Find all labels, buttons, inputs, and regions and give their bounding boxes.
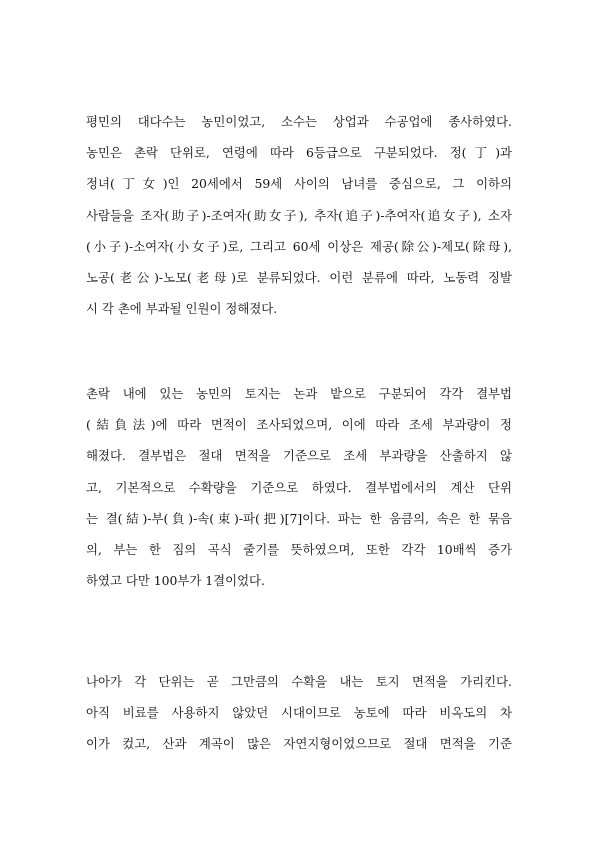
paragraph-gyeolbu-system: [86, 378, 512, 596]
text-line: 이가 컸고, 산과 계곡이 많은 자연지형이었으므로 절대 면적을 기준: [86, 736, 512, 752]
text-line: 해졌다. 결부법은 절대 면적을 기준으로 조세 부과량을 산출하지 않: [86, 448, 512, 464]
text-line: 농민은 촌락 단위로, 연령에 따라 6등급으로 구분되었다. 정(丁)과: [86, 145, 512, 161]
text-line: 나아가 각 단위는 곧 그만큼의 수확을 내는 토지 면적을 가리킨다.: [86, 674, 512, 689]
text-line: 촌락 내에 있는 농민의 토지는 논과 밭으로 구분되어 각각 결부법: [86, 386, 512, 401]
text-line: 평민의 대다수는 농민이었고, 소수는 상업과 수공업에 종사하였다.: [86, 114, 512, 129]
text-line: 아직 비료를 사용하지 않았던 시대이므로 농토에 따라 비옥도의 차: [86, 705, 512, 721]
paragraph-land-units: [86, 666, 512, 760]
text-line: 는 결(結)-부(負)-속(束)-파(把)[7]이다. 파는 한 움큼의, 속은 한 묶음: [86, 510, 512, 526]
text-line: 의, 부는 한 짐의 곡식 줄기를 뜻하였으며, 또한 각각 10배씩 증가: [86, 541, 512, 557]
text-line: 사람들을 조자(助子)-조여자(助女子), 추자(追子)-추여자(追女子), 소자: [86, 207, 512, 223]
text-line: (結負法)에 따라 면적이 조사되었으며, 이에 따라 조세 부과량이 정: [86, 417, 512, 433]
text-line: (小子)-소여자(小女子)로, 그리고 60세 이상은 제공(除公)-제모(除母),: [86, 238, 512, 254]
text-line: 정녀(丁女)인 20세에서 59세 사이의 남녀를 중심으로, 그 이하의: [86, 176, 512, 192]
paragraph-peasant-classes: [86, 106, 512, 324]
text-line: 고, 기본적으로 수확량을 기준으로 하였다. 결부법에서의 계산 단위: [86, 479, 512, 495]
text-line: 하였고 다만 100부가 1결이었다.: [86, 573, 265, 589]
text-line: 시 각 촌에 부과될 인원이 정해졌다.: [86, 301, 278, 317]
text-line: 노공(老公)-노모(老母)로 분류되었다. 이런 분류에 따라, 노동력 징발: [86, 269, 512, 285]
